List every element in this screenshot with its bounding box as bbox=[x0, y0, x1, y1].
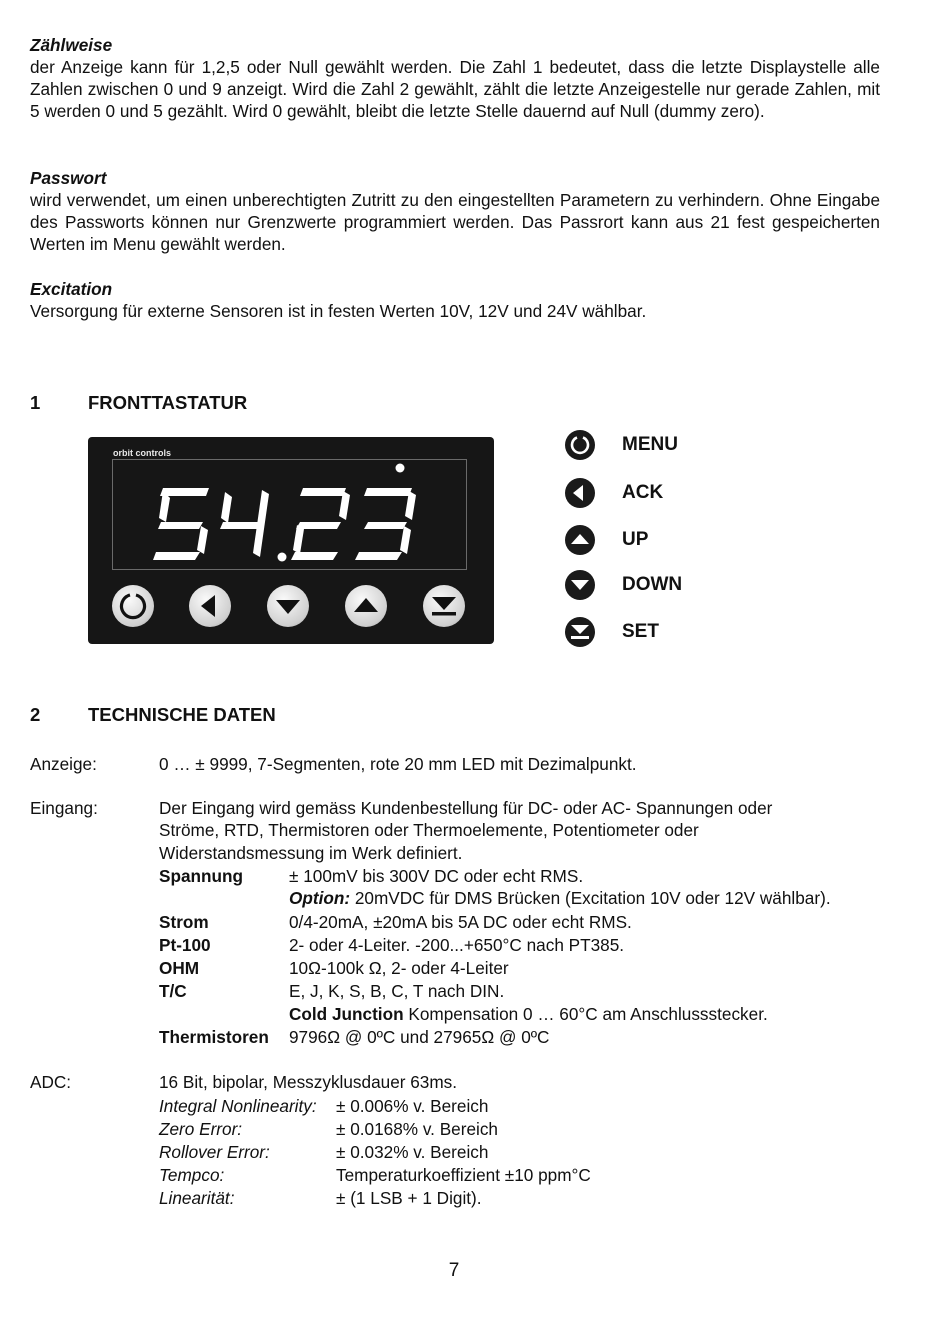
ack-icon bbox=[565, 478, 595, 508]
down-icon bbox=[565, 570, 595, 600]
pt100-key: Pt-100 bbox=[159, 935, 211, 955]
passwort-heading: Passwort bbox=[30, 168, 107, 188]
adc-label: ADC: bbox=[30, 1072, 72, 1092]
page-number: 7 bbox=[448, 1260, 460, 1281]
option-key: Option: bbox=[289, 888, 351, 908]
thermistoren-value: 9796Ω @ 0ºC und 27965Ω @ 0ºC bbox=[289, 1027, 550, 1047]
legend-ack bbox=[565, 478, 765, 512]
adc-item-key: Rollover Error: bbox=[159, 1142, 270, 1162]
spannung-key: Spannung bbox=[159, 866, 244, 886]
excitation-heading: Excitation bbox=[30, 279, 113, 299]
adc-item-value: ± 0.0168% v. Bereich bbox=[336, 1119, 498, 1139]
strom-key: Strom bbox=[159, 912, 209, 932]
thermistoren-key: Thermistoren bbox=[159, 1027, 269, 1047]
legend-down bbox=[565, 570, 765, 604]
eingang-label: Eingang: bbox=[30, 798, 98, 818]
menu-icon bbox=[565, 430, 595, 460]
zaehlweise-heading: Zählweise bbox=[30, 35, 113, 55]
spannung-option bbox=[289, 887, 831, 909]
device-front-panel bbox=[88, 437, 494, 644]
section-2-title: TECHNISCHE DATEN bbox=[88, 704, 276, 725]
device-brand: orbit controls bbox=[113, 448, 171, 458]
strom-value: 0/4-20mA, ±20mA bis 5A DC oder echt RMS. bbox=[289, 912, 632, 932]
legend-up bbox=[565, 525, 765, 559]
spannung-value: ± 100mV bis 300V DC oder echt RMS. bbox=[289, 866, 584, 886]
legend-menu bbox=[565, 430, 765, 464]
option-value: 20mVDC für DMS Brücken (Excitation 10V oder 12V wählbar). bbox=[350, 888, 831, 908]
tc-key: T/C bbox=[159, 981, 187, 1001]
section-2-number: 2 bbox=[30, 704, 41, 725]
eingang-line-2: Ströme, RTD, Thermistoren oder Thermoelemente, Potentiometer oder bbox=[159, 820, 699, 840]
up-icon bbox=[345, 585, 387, 627]
adc-item-key: Tempco: bbox=[159, 1165, 225, 1185]
cold-junction-value: Kompensation 0 … 60°C am Anschlussstecker. bbox=[403, 1004, 768, 1024]
ohm-key: OHM bbox=[159, 958, 200, 978]
device-ack-button[interactable] bbox=[189, 585, 231, 627]
legend-menu-label: MENU bbox=[622, 434, 678, 455]
menu-icon bbox=[112, 585, 154, 627]
eingang-line-3: Widerstandsmessung im Werk definiert. bbox=[159, 843, 463, 863]
anzeige-value: 0 … ± 9999, 7-Segmenten, rote 20 mm LED mit Dezimalpunkt. bbox=[159, 754, 637, 774]
adc-item-value: ± 0.032% v. Bereich bbox=[336, 1142, 489, 1162]
cold-junction bbox=[289, 1003, 768, 1025]
legend-ack-label: ACK bbox=[622, 482, 664, 503]
adc-item-value: ± (1 LSB + 1 Digit). bbox=[336, 1188, 482, 1208]
adc-item-value: ± 0.006% v. Bereich bbox=[336, 1096, 489, 1116]
legend-set-label: SET bbox=[622, 621, 659, 642]
excitation-text: Versorgung für externe Sensoren ist in festen Werten 10V, 12V und 24V wählbar. bbox=[30, 301, 647, 321]
ohm-value: 10Ω-100k Ω, 2- oder 4-Leiter bbox=[289, 958, 509, 978]
legend-up-label: UP bbox=[622, 529, 649, 550]
section-1-heading bbox=[30, 392, 247, 414]
up-icon bbox=[565, 525, 595, 555]
led-display bbox=[113, 460, 466, 569]
down-icon bbox=[267, 585, 309, 627]
anzeige-label: Anzeige: bbox=[30, 754, 97, 774]
legend-set bbox=[565, 617, 765, 651]
set-icon bbox=[423, 585, 465, 627]
eingang-line-1: Der Eingang wird gemäss Kundenbestellung für DC- oder AC- Spannungen oder bbox=[159, 798, 773, 818]
set-icon bbox=[565, 617, 595, 647]
passwort-text: wird verwendet, um einen unberechtigten Zutritt zu den eingestellten Parametern zu verhindern. Ohne Eingabe des Passworts können nur Grenzwerte programmiert werden. Das Passrort kann aus 21 fest gespeicherten Werten im Menu gewählt werden. bbox=[30, 190, 880, 254]
excitation-block bbox=[30, 278, 880, 322]
adc-item-value: Temperaturkoeffizient ±10 ppm°C bbox=[336, 1165, 591, 1185]
cold-junction-key: Cold Junction bbox=[289, 1004, 404, 1024]
device-up-button[interactable] bbox=[345, 585, 387, 627]
ack-icon bbox=[189, 585, 231, 627]
section-2-heading bbox=[30, 704, 276, 726]
section-1-number: 1 bbox=[30, 392, 41, 413]
adc-item-key: Zero Error: bbox=[159, 1119, 243, 1139]
display-window bbox=[112, 459, 467, 570]
tc-value: E, J, K, S, B, C, T nach DIN. bbox=[289, 981, 505, 1001]
adc-value: 16 Bit, bipolar, Messzyklusdauer 63ms. bbox=[159, 1072, 458, 1092]
legend-down-label: DOWN bbox=[622, 574, 683, 595]
adc-item-key: Linearität: bbox=[159, 1188, 235, 1208]
section-1-title: FRONTTASTATUR bbox=[88, 392, 248, 413]
device-down-button[interactable] bbox=[267, 585, 309, 627]
zaehlweise-block bbox=[30, 34, 880, 122]
device-menu-button[interactable] bbox=[112, 585, 154, 627]
passwort-block bbox=[30, 167, 880, 255]
device-set-button[interactable] bbox=[423, 585, 465, 627]
zaehlweise-text: der Anzeige kann für 1,2,5 oder Null gewählt werden. Die Zahl 1 bedeutet, dass die letzte Displaystelle alle Zahlen zwischen 0 und 9 anzeigt. Wird die Zahl 2 gewählt, zählt die letzte Anzeigestelle nur gerade Zahlen, mit 5 werden 0 und 5 gezählt. Wird 0 gewählt, bleibt die letzte Stelle dauernd auf Null (dummy zero). bbox=[30, 57, 880, 121]
adc-item-key: Integral Nonlinearity: bbox=[159, 1096, 317, 1116]
pt100-value: 2- oder 4-Leiter. -200...+650°C nach PT385. bbox=[289, 935, 625, 955]
